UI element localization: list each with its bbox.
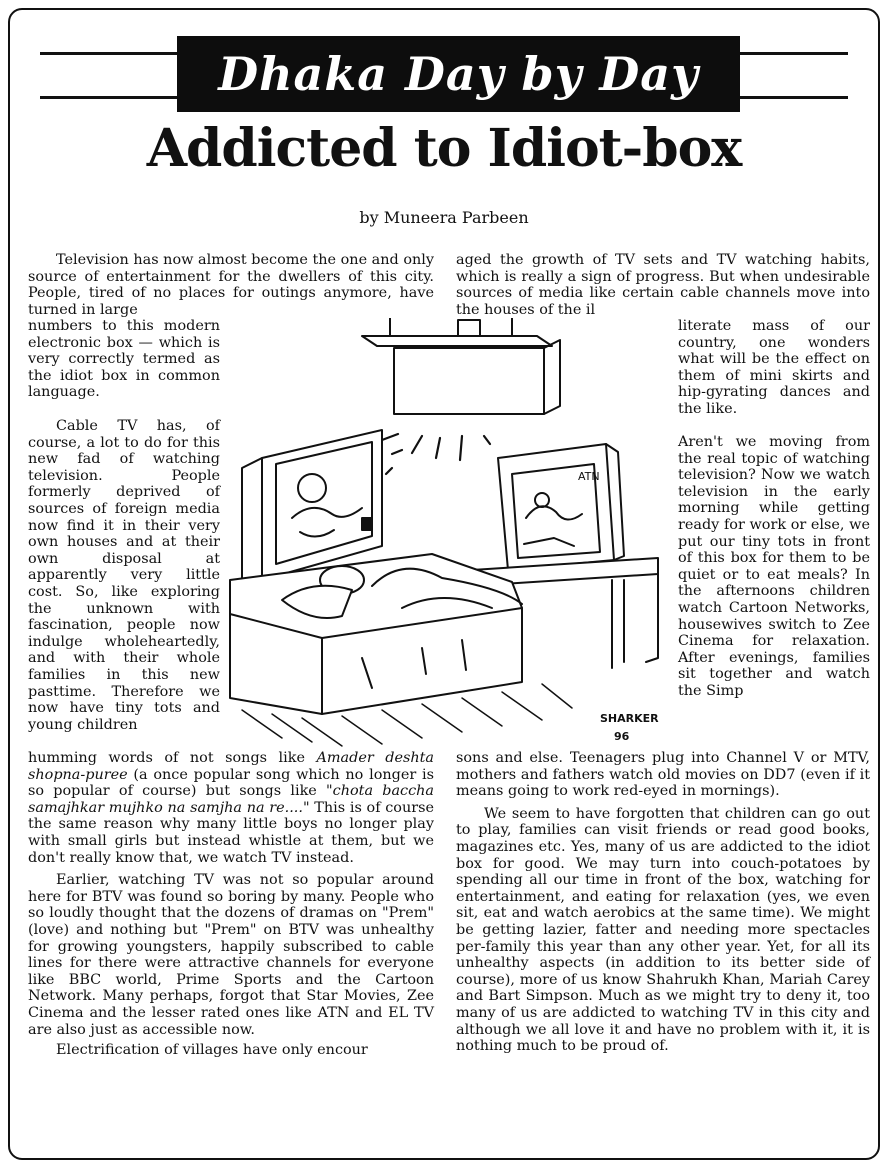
headline: Addicted to Idiot-box bbox=[146, 118, 742, 179]
col2-para-forgotten: We seem to have forgotten that children can go out to play, families can visit friends or read good books, magazines etc. Yes, many of us are addicted to the idiot box for good. We may turn into couch-potatoes by spending all our time in front of the box, watching for entertainment, and eating for relaxation (yes, we even sit, eat and watch aerobics at the same time). We might be getting lazier, fatter and needing more spectacles per-family this year than any other year. Yet, for all its unhealthy aspects (in addition to its better side of course), more of us know Shahrukh Khan, Mariah Carey and Bart Simpson. Much as we might try to deny it, too many of us are addicted to watching TV in this city and although we all love it and have no problem with it, it is nothing much to be proud of. bbox=[456, 805, 870, 1055]
floor-hatching bbox=[242, 684, 572, 746]
ceiling-lamp-drawing bbox=[362, 318, 560, 414]
col2-wrap-a: literate mass of our country, one wonders what will be the effect on them of mini skirts and hip-gyrating dances and the like. bbox=[678, 318, 870, 417]
byline: by Muneera Parbeen bbox=[359, 208, 529, 227]
column-banner: Dhaka Day by Day bbox=[177, 36, 740, 112]
col1-para-electrification: Electrification of villages have only encour bbox=[56, 1042, 368, 1059]
col1-lower-c: This is of course the same reason why many little boys no longer play with small girls but instead whistle at them, but we don't really know that, we watch TV instead. bbox=[28, 799, 434, 866]
cartoon-illustration bbox=[222, 318, 680, 756]
song-title-2: "chota baccha samajhkar mujhko na samjha na re...." bbox=[28, 783, 435, 816]
light-rays bbox=[382, 434, 490, 474]
tv-table-drawing bbox=[472, 558, 658, 668]
col2-wrap-b: Aren't we moving from the real topic of watching television? Now we watch television in the early morning while getting ready for work or else, we put our tiny tots in front of this box for them to be quiet or to eat meals? In the afternoons children watch Cartoon Networks, housewives switch to Zee Cinema for relaxation. After evenings, families sit together and watch the Simp bbox=[678, 434, 870, 699]
col1-wrap-b: Cable TV has, of course, a lot to do for this new fad of watching television. People formerly deprived of sources of foreign media now find it in their very own houses and at their own disposal at apparently very little cost. So, like exploring the unknown with fascination, people now indulge wholeheartedly, and with their whole families in this new pasttime. Therefore we now have tiny tots and young children bbox=[28, 418, 220, 733]
song-title-1: Amader deshta shopna-puree bbox=[28, 750, 434, 783]
right-tv-drawing bbox=[498, 444, 624, 570]
col1-intro: Television has now almost become the one and only source of entertainment for the dwellers of this city. People, tired of no places for outings anymore, have turned in large bbox=[28, 252, 434, 318]
col1-para-earlier: Earlier, watching TV was not so popular around here for BTV was found so boring by many. People who so loudly thought that the dozens of dramas on "Prem" (love) and nothing but "Prem" on BTV was unhealthy for growing youngsters, happily subscribed to cable lines for there were attractive channels for everyone like BBC world, Prime Sports and the Cartoon Network. Many perhaps, forgot that Star Movies, Zee Cinema and the lesser rated ones like ATN and EL TV are also just as accessible now. bbox=[28, 872, 434, 1038]
col1-lower bbox=[28, 750, 434, 1059]
col1-lower-b: (a once popular song which no longer is so popular of course) but songs like bbox=[28, 766, 434, 800]
col2-lower-a: sons and else. Teenagers plug into Channel V or MTV, mothers and fathers watch old movies on DD7 (even if it means going to work red-eyed in mornings). bbox=[456, 750, 870, 800]
col2-intro: aged the growth of TV sets and TV watching habits, which is really a sign of progress. But when undesirable sources of media like certain cable channels move into the houses of the il bbox=[456, 252, 870, 318]
bed-drawing bbox=[230, 554, 522, 714]
tv-channel-label: ATN bbox=[578, 470, 600, 483]
signature-year: 96 bbox=[614, 730, 630, 743]
col2-lower bbox=[456, 750, 870, 1055]
col1-lower-a: humming words of not songs like bbox=[28, 750, 317, 766]
signature-name: SHARKER bbox=[600, 712, 659, 725]
artist-signature bbox=[600, 712, 659, 743]
col1-wrap-a: numbers to this modern electronic box — which is very correctly termed as the idiot box in common language. bbox=[28, 318, 220, 401]
